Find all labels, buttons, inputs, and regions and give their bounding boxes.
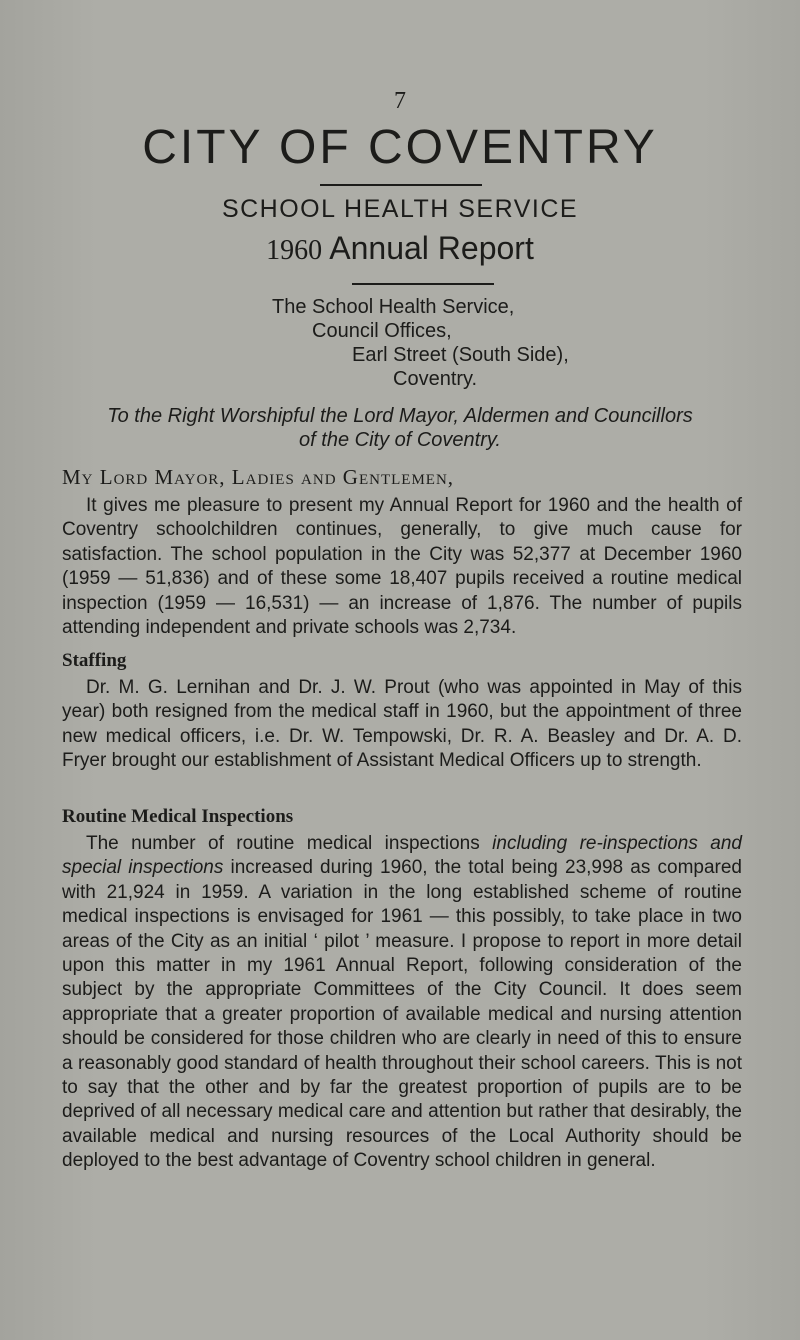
report-year: 1960 (266, 235, 323, 266)
page-title: CITY OF COVENTRY (142, 121, 658, 174)
address-line-1: The School Health Service, (272, 296, 515, 318)
address-line-2: Council Offices, (312, 320, 452, 342)
salutation: My Lord Mayor, Ladies and Gentlemen, (62, 465, 455, 489)
dedication-line-2: of the City of Coventry. (299, 429, 501, 451)
routine-heading: Routine Medical Inspections (62, 806, 294, 827)
intro-paragraph: It gives me pleasure to present my Annual Report for 1960 and the health of Coventry schoolchildren continues, generally, to give much cause for satisfaction. The school population in the City was 52,377 at December 1960 (1959 — 51,836) and of these some 18,407 pupils received a routine medical inspection (1959 — 16,531) — an increase of 1,876. The number of pupils attending independent and private schools was 2,734. (62, 495, 742, 639)
report-title: Annual Report (329, 230, 534, 266)
routine-text-start: The number of routine medical inspections (86, 833, 493, 854)
staffing-heading: Staffing (62, 650, 127, 671)
routine-text-end: increased during 1960, the total being 23,998 as compared with 21,924 in 1959. A variation in the long established scheme of routine medical inspections is envisaged for 1961 — this possibly, to take place in two areas of the City as an initial ‘ pilot ’ measure. I propose to report in more detail upon this matter in my 1961 Annual Report, following consideration of the subject by the appropriate Committees of the City Council. It does seem appropriate that a greater proportion of available medical and nursing attention should be considered for those children who are clearly in need of this to ensure a reasonably good standard of health throughout their school careers. This is not to say that the other and by far the greatest proportion of pupils are to be deprived of all necessary medical care and attention but rather that desirably, the available medical and nursing resources of the Local Authority should be deployed to the best advantage of Coventry school children in general. (62, 857, 742, 1172)
report-title-line (0, 230, 800, 267)
staffing-paragraph: Dr. M. G. Lernihan and Dr. J. W. Prout (who was appointed in May of this year) both resigned from the medical staff in 1960, but the appointment of three new medical officers, i.e. Dr. W. Tempowski, Dr. R. A. Beasley and Dr. A. D. Fryer brought our establishment of Assistant Medical Officers up to strength. (62, 677, 742, 772)
report-rule (352, 283, 494, 285)
subtitle: SCHOOL HEALTH SERVICE (221, 195, 579, 223)
address-line-4: Coventry. (393, 368, 478, 390)
routine-paragraph (62, 832, 742, 1174)
address-line-3: Earl Street (South Side), (352, 344, 569, 366)
dedication-line-1: To the Right Worshipful the Lord Mayor, Aldermen and Councillors (107, 405, 693, 427)
title-rule (320, 184, 482, 186)
routine-text-italic: including re-inspections and special inspections (62, 833, 742, 879)
page-number: 7 (394, 88, 406, 114)
